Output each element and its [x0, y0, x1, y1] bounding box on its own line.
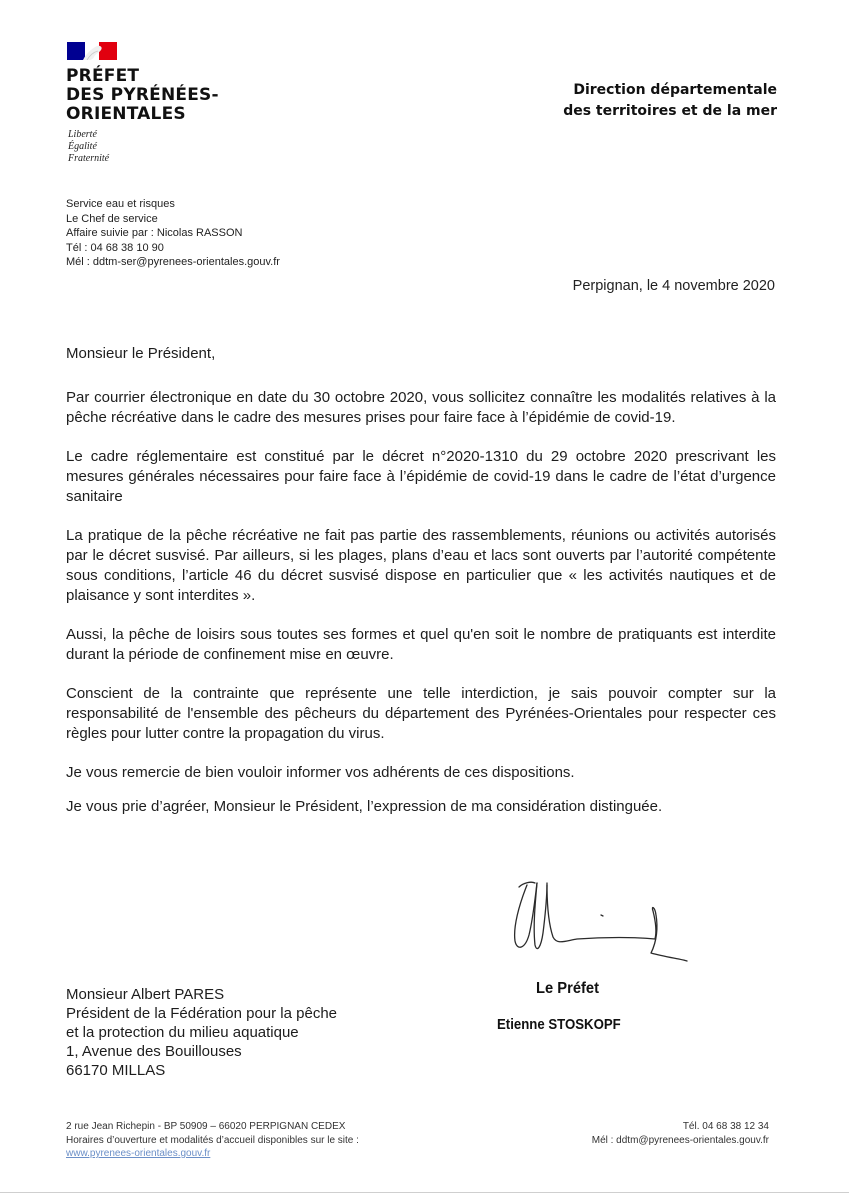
paragraph: Je vous prie d’agréer, Monsieur le Président, l’expression de ma considération distinguée. [66, 798, 663, 815]
paragraph: Aussi, la pêche de loisirs sous toutes ses formes et quel qu'en soit le nombre de pratiquants est interdite durant la période de confinement mise en œuvre. [66, 626, 776, 663]
recipient-address [66, 985, 406, 1080]
motto-line: Fraternité [68, 153, 110, 164]
service-email: Mél : ddtm-ser@pyrenees-orientales.gouv.fr [66, 256, 280, 268]
footer-phone: Tél. 04 68 38 12 34 [682, 1121, 769, 1132]
recipient-line: 66170 MILLAS [66, 1062, 166, 1079]
handwritten-signature [505, 875, 690, 970]
page-bottom-rule [0, 1192, 849, 1193]
paragraph: Je vous remercie de bien vouloir informer vos adhérents de ces dispositions. [66, 764, 575, 781]
paragraph: La pratique de la pêche récréative ne fait pas partie des rassemblements, réunions ou activités autorisés par le décret susvisé. Par ailleurs, si les plages, plans d’eau et lacs sont ouverts par l’autorité compétente sous conditions, l’article 46 du décret susvisé dispose en particulier que « les activités nautiques et de plaisance y sont interdites ». [66, 527, 776, 604]
prefecture-line: ORIENTALES [66, 104, 186, 124]
letter-body [66, 344, 776, 817]
footer-contact [469, 1120, 769, 1147]
website-link[interactable]: www.pyrenees-orientales.gouv.fr [66, 1148, 211, 1159]
recipient-line: et la protection du milieu aquatique [66, 1024, 299, 1041]
signatory-title: Le Préfet [536, 980, 599, 997]
footer-postal-address: 2 rue Jean Richepin - BP 50909 – 66020 PERPIGNAN CEDEX [66, 1121, 346, 1132]
recipient-line: 1, Avenue des Bouillouses [66, 1043, 242, 1060]
service-phone: Tél : 04 68 38 10 90 [66, 241, 164, 254]
prefecture-name [66, 67, 286, 124]
marianne-logo [67, 42, 117, 60]
prefecture-line: DES PYRÉNÉES- [66, 85, 219, 105]
footer-email: Mél : ddtm@pyrenees-orientales.gouv.fr [591, 1134, 769, 1146]
prefecture-line: PRÉFET [66, 66, 140, 86]
letter-date: Perpignan, le 4 novembre 2020 [572, 278, 775, 294]
salutation: Monsieur le Président, [66, 345, 216, 362]
paragraph: Par courrier électronique en date du 30 octobre 2020, vous sollicitez connaître les modalités relatives à la pêche récréative dans le cadre des mesures prises pour faire face à l’épidémie de covid-19. [66, 389, 776, 426]
case-officer: Affaire suivie par : Nicolas RASSON [66, 227, 243, 239]
direction-line: des territoires et de la mer [563, 103, 777, 119]
footer-address [66, 1120, 486, 1161]
recipient-line: Monsieur Albert PARES [66, 986, 225, 1003]
footer-hours: Horaires d’ouverture et modalités d’accueil disponibles sur le site : [66, 1134, 359, 1146]
motto-line: Égalité [68, 141, 97, 152]
republic-motto [68, 129, 168, 165]
paragraph: Conscient de la contrainte que représente une telle interdiction, je sais pouvoir compter sur la responsabilité de l'ensemble des pêcheurs du département des Pyrénées-Orientales pour respecter ces règles pour lutter contre la propagation du virus. [66, 685, 776, 742]
service-block [66, 197, 386, 270]
issuing-direction [447, 80, 777, 122]
service-chief: Le Chef de service [66, 212, 158, 225]
signatory-name: Etienne STOSKOPF [497, 1016, 621, 1033]
paragraph: Le cadre réglementaire est constitué par le décret n°2020-1310 du 29 octobre 2020 prescrivant les mesures générales nécessaires pour faire face à l’épidémie de covid-19 dans le cadre de l’état d’urgence sanitaire [66, 448, 776, 505]
recipient-line: Président de la Fédération pour la pêche [66, 1005, 338, 1022]
motto-line: Liberté [68, 129, 97, 140]
direction-line: Direction départementale [573, 82, 777, 98]
service-name: Service eau et risques [66, 198, 175, 210]
